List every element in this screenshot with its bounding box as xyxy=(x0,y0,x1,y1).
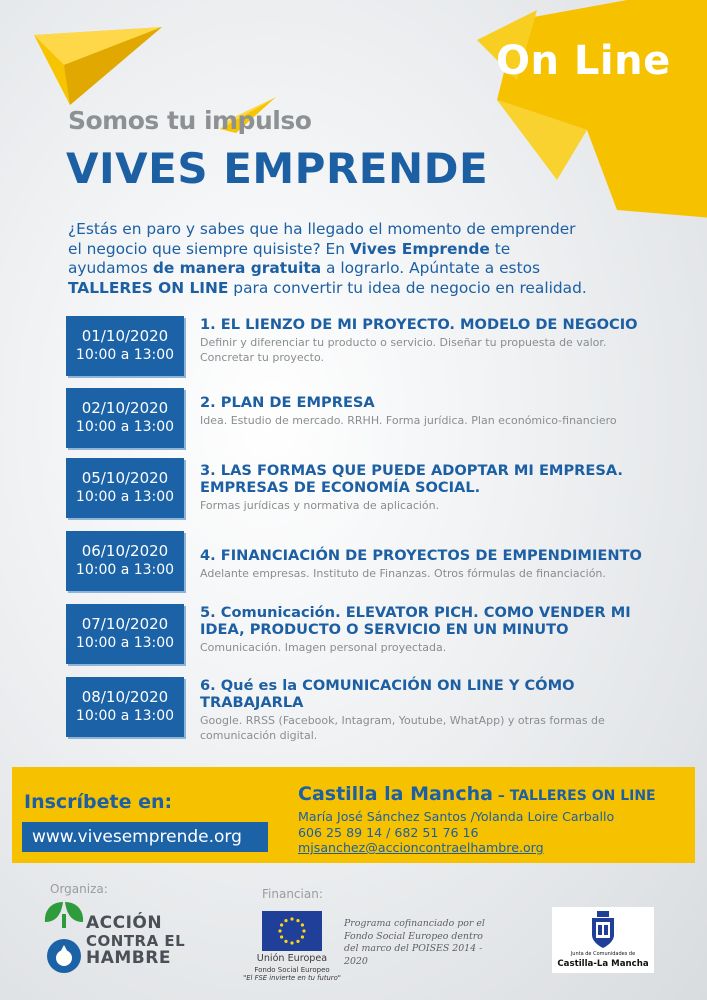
intro-paragraph: ¿Estás en paro y sabes que ha llegado el momento de emprender el negocio que siempre quisiste? En Vives Emprende te ayudamos de manera gratuita a lograrlo. Apúntate a estos TALLERES ON LINE para convertir tu idea de negocio en realidad. xyxy=(68,220,587,297)
contact-names: María José Sánchez Santos /Yolanda Loire Carballo xyxy=(298,809,615,824)
online-badge: On Line xyxy=(496,38,671,84)
session-time: 10:00 a 13:00 xyxy=(75,708,175,724)
eu-name: Unión Europea xyxy=(256,953,328,964)
jccm-name: Castilla-La Mancha xyxy=(557,959,649,969)
jccm-small-text: Junta de Comunidades de xyxy=(570,951,636,957)
session-title: 5. Comunicación. ELEVATOR PICH. COMO VENDER MI IDEA, PRODUCTO O SERVICIO EN UN MINUTO xyxy=(200,604,631,638)
session-date-box xyxy=(66,458,184,518)
session-time: 10:00 a 13:00 xyxy=(75,419,175,435)
sun-burst-icon xyxy=(477,0,707,220)
signup-band xyxy=(12,767,695,863)
tagline: Somos tu impulso xyxy=(68,106,312,135)
session-date-box xyxy=(66,388,184,448)
paper-plane-icon xyxy=(30,25,165,110)
session-time: 10:00 a 13:00 xyxy=(75,347,175,363)
eu-fund: Fondo Social Europeo xyxy=(254,966,330,974)
session-time: 10:00 a 13:00 xyxy=(75,562,175,578)
session-date: 06/10/2020 xyxy=(81,542,169,560)
signup-label: Inscríbete en: xyxy=(24,791,173,813)
coat-of-arms-icon xyxy=(590,911,616,949)
session-date-box xyxy=(66,531,184,591)
organiza-label: Organiza: xyxy=(50,882,108,896)
session-description: Idea. Estudio de mercado. RRHH. Forma jurídica. Plan económico-financiero xyxy=(200,414,617,427)
session-description: Comunicación. Imagen personal proyectada. xyxy=(200,641,447,654)
contact-phones: 606 25 89 14 / 682 51 76 16 xyxy=(298,825,479,840)
eu-motto: "El FSE invierte en tu futuro" xyxy=(243,974,341,982)
page-title: VIVES EMPRENDE xyxy=(66,144,489,193)
session-date-box xyxy=(66,677,184,737)
accion-contra-el-hambre-name: ACCIÓN CONTRA EL HAMBRE xyxy=(86,913,186,968)
session-title: 4. FINANCIACIÓN DE PROYECTOS DE EMPENDIMIENTO xyxy=(200,547,642,564)
financian-label: Financian: xyxy=(262,887,323,901)
session-title: 6. Qué es la COMUNICACIÓN ON LINE Y CÓMO TRABAJARLA xyxy=(200,677,575,711)
session-date: 01/10/2020 xyxy=(81,327,169,345)
brand-name: Vives Emprende xyxy=(349,239,490,258)
session-title: 3. LAS FORMAS QUE PUEDE ADOPTAR MI EMPRESA. EMPRESAS DE ECONOMÍA SOCIAL. xyxy=(200,462,623,496)
contact-email-link[interactable]: mjsanchez@accioncontraelhambre.org xyxy=(298,840,544,855)
jccm-logo xyxy=(552,907,654,973)
session-time: 10:00 a 13:00 xyxy=(75,489,175,505)
website-link[interactable]: www.vivesemprende.org xyxy=(22,822,268,852)
session-date-box xyxy=(66,604,184,664)
session-date-box xyxy=(66,316,184,376)
session-description: Google. RRSS (Facebook, Intagram, Youtube, WhatApp) y otras formas de comunicación digital. xyxy=(200,714,605,742)
region-title: Castilla la Mancha – TALLERES ON LINE xyxy=(298,783,656,805)
session-description: Adelante empresas. Instituto de Finanzas. Otros fórmulas de financiación. xyxy=(200,567,606,580)
eu-flag-icon xyxy=(262,911,322,951)
session-time: 10:00 a 13:00 xyxy=(75,635,175,651)
session-date: 08/10/2020 xyxy=(81,688,169,706)
session-description: Definir y diferenciar tu producto o servicio. Diseñar tu propuesta de valor. Concretar tu proyecto. xyxy=(200,336,607,364)
session-date: 07/10/2020 xyxy=(81,615,169,633)
programa-text: Programa cofinanciado por el Fondo Social Europeo dentro del marco del POISES 2014 - 2020 xyxy=(344,918,485,967)
session-title: 2. PLAN DE EMPRESA xyxy=(200,394,375,411)
session-title: 1. EL LIENZO DE MI PROYECTO. MODELO DE NEGOCIO xyxy=(200,316,638,333)
session-date: 02/10/2020 xyxy=(81,399,169,417)
session-date: 05/10/2020 xyxy=(81,469,169,487)
session-description: Formas jurídicas y normativa de aplicación. xyxy=(200,499,440,512)
